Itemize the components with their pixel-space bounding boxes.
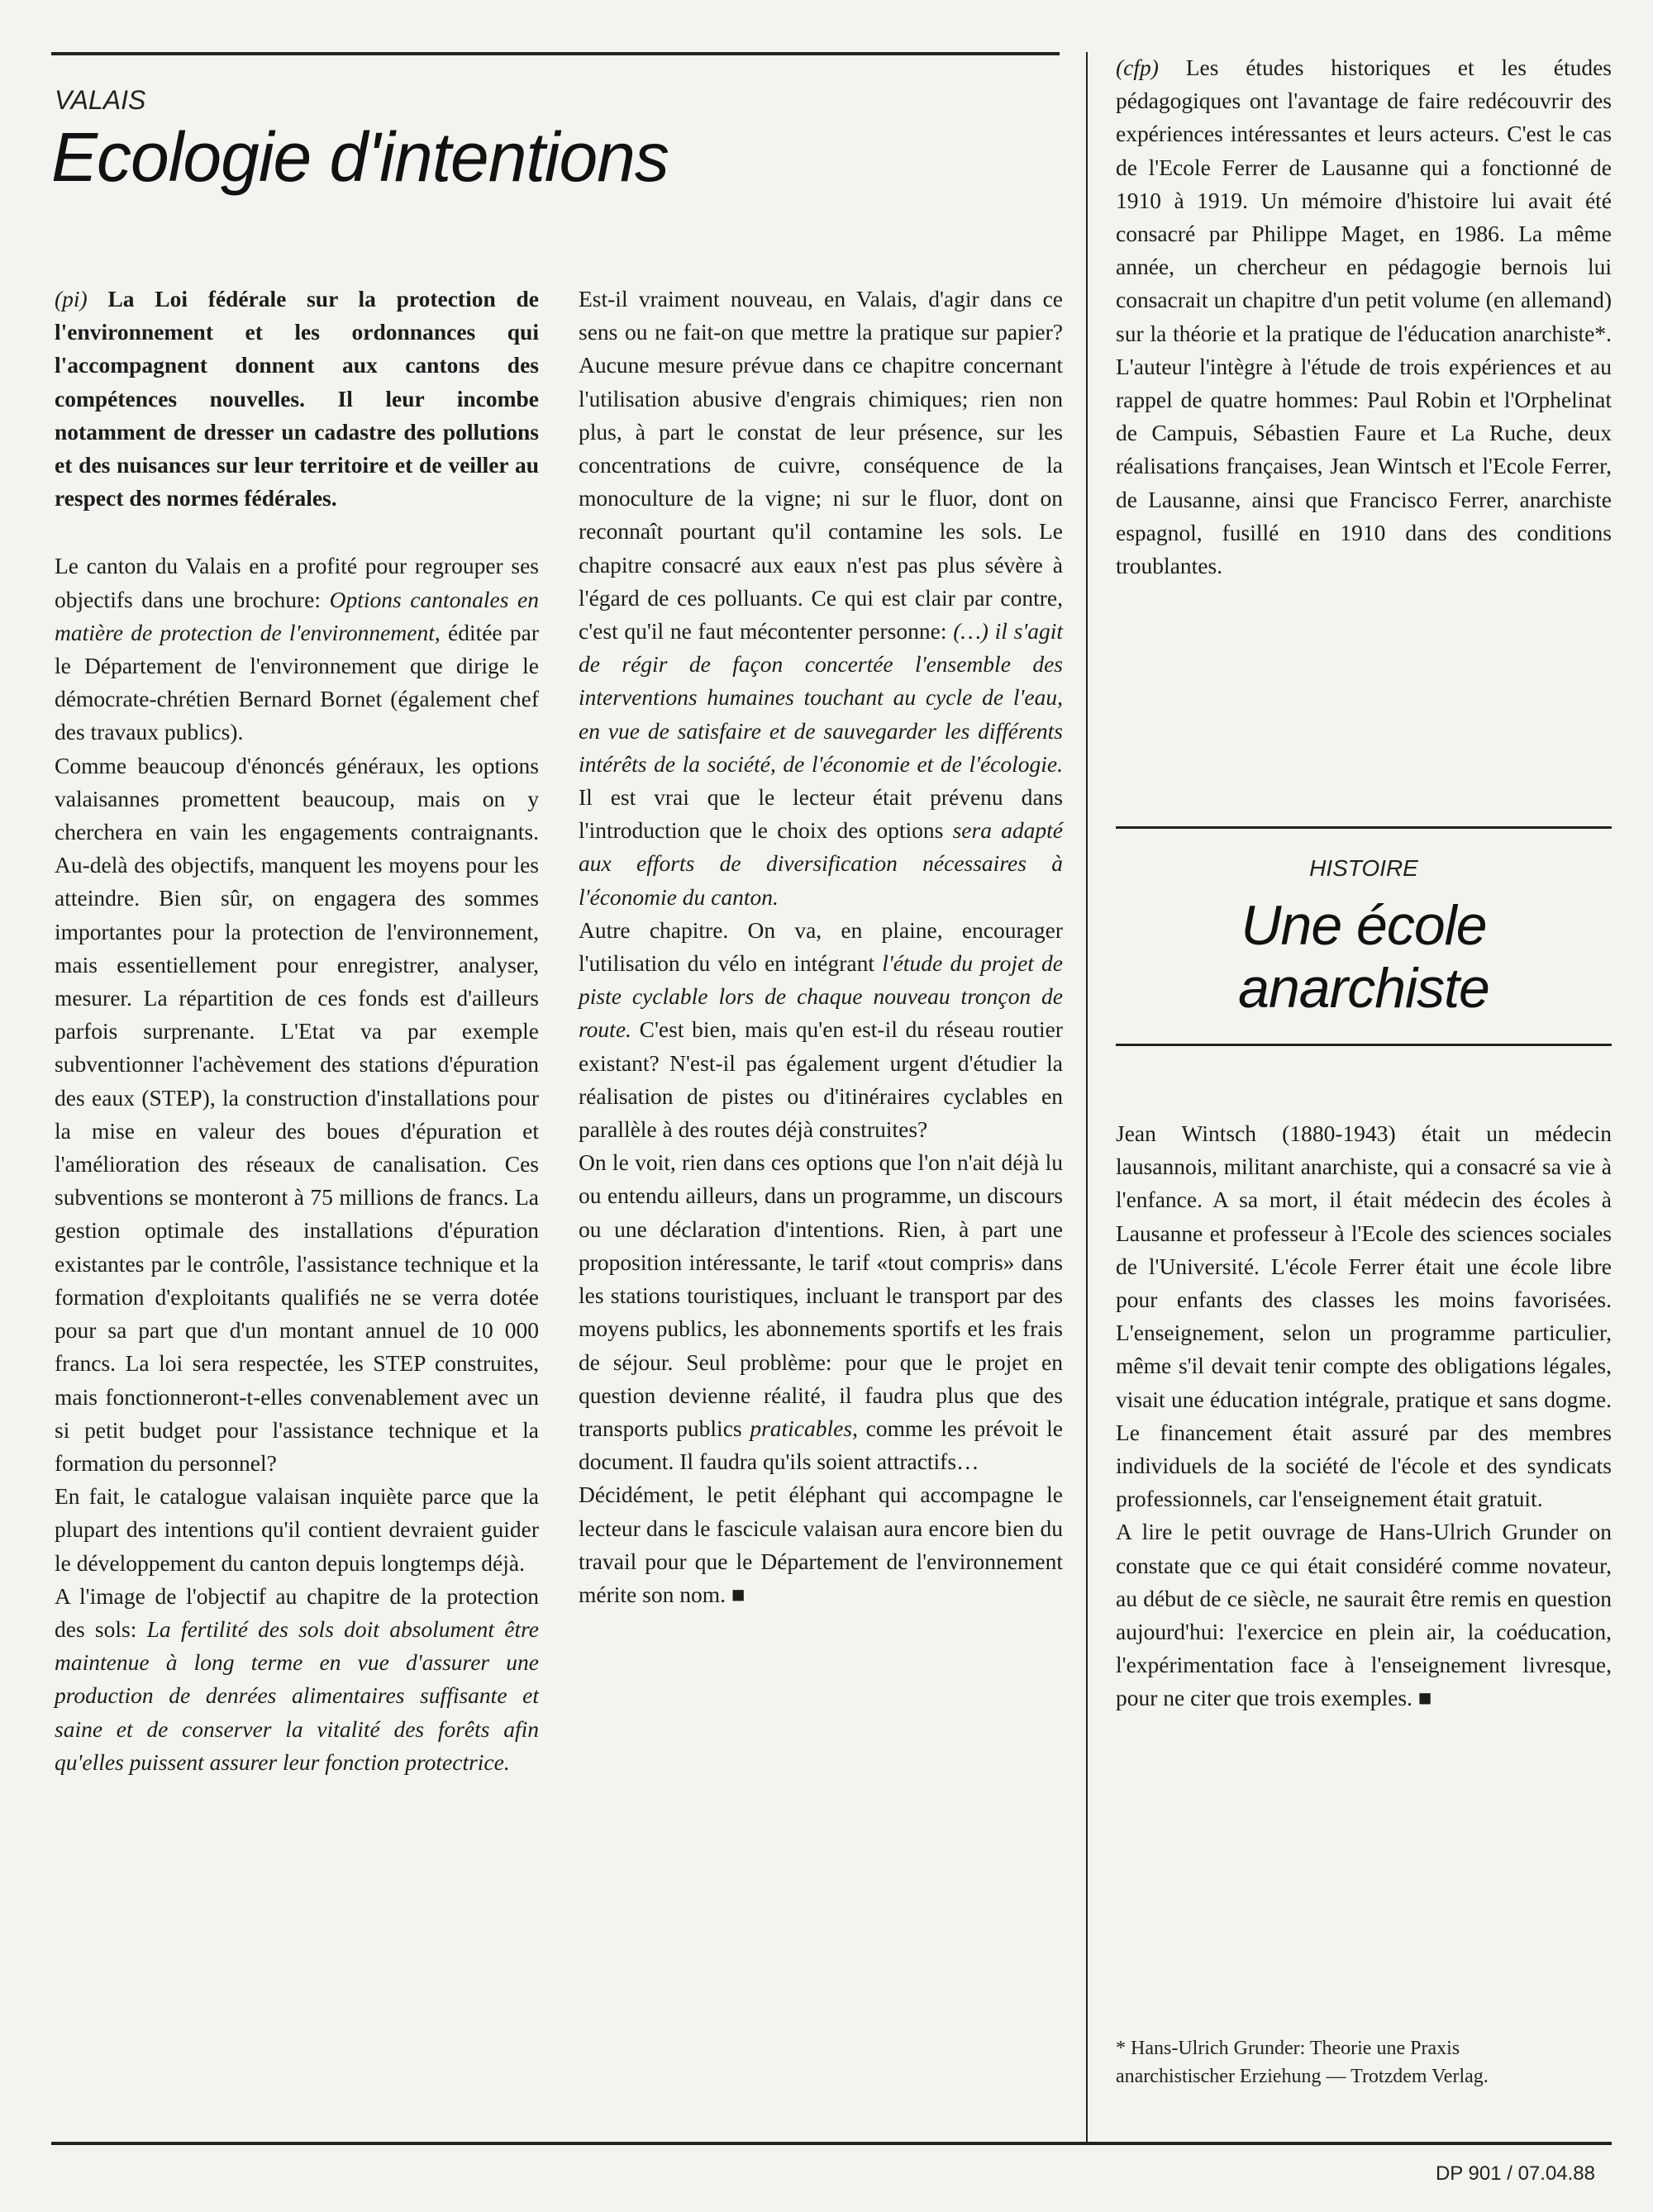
body-paragraph: Le canton du Valais en a profité pour regrouper ses objectifs dans une brochure: Options cantonales en matière de protection de l'environnement, éditée par le Département de l'environnement que dirige le démocrate-chrétien Bernard Bornet (également chef des travaux publics). (55, 553, 540, 745)
end-mark: ■ (1417, 1685, 1432, 1711)
body-paragraph: A l'image de l'objectif au chapitre de la protection des sols: La fertilité des sols doit absolument être maintenue à long terme en vue d'assurer une production de denrées alimentaires suffisante et saine et de conserver la vitalité des forêts afin qu'elles puissent assurer leur fonction protectrice. (55, 1582, 540, 1775)
section-rule-history-bottom (1116, 1044, 1612, 1046)
quotation: sera adapté aux efforts de diversification nécessaires à l'économie du canton. (579, 817, 1063, 910)
body-paragraph: Jean Wintsch (1880-1943) était un médecin lausannois, militant anarchiste, qui a consacré sa vie à l'enfance. A sa mort, il était médecin des écoles à Lausanne et professeur à l'Ecole des sciences sociales de l'Université. L'école Ferrer était une école libre pour enfants des classes les moins favorisées. L'enseignement, selon un programme particulier, même s'il devait tenir compte des obligations légales, visait une éducation intégrale, pratique et sans dogme. Le financement était assuré par des membres individuels de la société de l'école et des syndicats professionnels, car l'enseignement était gratuit. (1116, 1120, 1612, 1512)
article-kicker: VALAIS (55, 85, 146, 115)
body-paragraph: Décidément, le petit éléphant qui accompagne le lecteur dans le fascicule valaisan aura encore bien du travail pour que le Département de l'environnement mérite son nom. ■ (579, 1482, 1063, 1607)
history-title-line-2: anarchiste (1238, 957, 1489, 1020)
body-paragraph: On le voit, rien dans ces options que l'on n'ait déjà lu ou entendu ailleurs, dans un programme, un discours ou une déclaration d'intentions. Rien, à part une proposition intéressante, le tarif «tout compris» dans les stations touristiques, incluant le transport par des moyens publics, les abonnements sportifs et les frais de séjour. Seul problème: pour que le projet en question devienne réalité, il faudra plus que des transports publics praticables, comme les prévoit le document. Il faudra qu'ils soient attractifs… (579, 1149, 1063, 1475)
history-intro (1116, 51, 1612, 583)
body-paragraph: A lire le petit ouvrage de Hans-Ulrich Grunder on constate que ce qui était considéré comme novateur, au début de ce siècle, ne saurait être remis en question aujourd'hui: l'exercice en plein air, la coéducation, l'expérimentation face à l'enseignement livresque, pour ne citer que trois exemples. ■ (1116, 1519, 1612, 1711)
column-divider (1086, 52, 1088, 2143)
body-paragraph: Comme beaucoup d'énoncés généraux, les options valaisannes promettent beaucoup, mais on y cherchera en vain les engagements contraignants. Au-delà des objectifs, manquent les moyens pour les atteindre. Bien sûr, on engagera des sommes importantes pour la protection de l'environnement, mais essentiellement pour enregistrer, analyser, mesurer. La répartition de ces fonds est d'ailleurs parfois surprenante. L'Etat va par exemple subventionner l'achèvement des stations d'épuration des eaux (STEP), la construction d'installations pour la mise en valeur des boues d'épuration et l'amélioration des réseaux de canalisation. Ces subventions se monteront à 75 millions de francs. La gestion optimale des installations d'épuration existantes par le contrôle, l'assistance technique et la formation d'exploitants qualifiés ne se verra dotée pour sa part que d'un montant annuel de 10 000 francs. La loi sera respectée, les STEP construites, mais fonctionneront-t-elles convenablement avec un si petit budget pour l'assistance technique et la formation du personnel? (55, 752, 539, 1476)
page-footer: DP 901 / 07.04.88 (1435, 2162, 1595, 2185)
article-column-1 (55, 283, 539, 1779)
footnote: * Hans-Ulrich Grunder: Theorie une Praxis anarchistischer Erziehung — Trotzdem Verlag. (1116, 2038, 1489, 2087)
body-paragraph: Est-il vraiment nouveau, en Valais, d'agir dans ce sens ou ne fait-on que mettre la pratique sur papier? Aucune mesure prévue dans ce chapitre concernant l'utilisation abusive d'engrais chimiques; rien non plus, à part le constat de leur présence, sur les concentrations de cuivre, conséquence de la monoculture de la vigne; ni sur le fluor, dont on reconnaît pourtant qu'il contamine les sols. Le chapitre consacré aux eaux n'est pas plus sévère à l'égard de ces polluants. Ce qui est clair par contre, c'est qu'il ne faut mécontenter personne: (…) il s'agit de régir de façon concertée l'ensemble des interventions humaines touchant au cycle de l'eau, en vue de satisfaire et de sauvegarder les différents intérêts de la société, de l'économie et de l'écologie. Il est vrai que le lecteur était prévenu dans l'introduction que le choix des options sera adapté aux efforts de diversification nécessaires à l'économie du canton. (579, 286, 1064, 910)
lead-paragraph (55, 283, 539, 515)
history-title (1116, 894, 1612, 1020)
history-body (1116, 1117, 1612, 1715)
body-paragraph: En fait, le catalogue valaisan inquiète parce que la plupart des intentions qu'il contient devraient guider le développement du canton depuis longtemps déjà. (55, 1483, 539, 1576)
body-paragraph: Autre chapitre. On va, en plaine, encourager l'utilisation du vélo en intégrant l'étude du projet de piste cyclable lors de chaque nouveau tronçon de route. C'est bien, mais qu'en est-il du réseau routier existant? N'est-il pas également urgent d'étudier la réalisation de pistes ou d'itinéraires cyclables en parallèle à des routes déjà construites? (579, 916, 1064, 1143)
bottom-rule (51, 2142, 1612, 2145)
end-mark: ■ (731, 1581, 746, 1607)
top-rule-left (51, 52, 1060, 55)
article-column-2 (579, 283, 1063, 1611)
lead-text: La Loi fédérale sur la protection de l'environnement et les ordonnances qui l'accompagnent donnent aux cantons des compétences nouvelles. Il leur incombe notamment de dresser un cadastre des pollutions et des nuisances sur leur territoire et de veiller au respect des normes fédérales. (55, 286, 539, 511)
article-title: Ecologie d'intentions (51, 118, 669, 196)
lead-author: (pi) (55, 286, 88, 312)
brochure-title: Options cantonales en matière de protection de l'environnement (55, 586, 539, 645)
quotation: l'étude du projet de piste cyclable lors de chaque nouveau tronçon de route. (579, 950, 1064, 1043)
quotation: La fertilité des sols doit absolument être maintenue à long terme en vue d'assurer une production de denrées alimentaires suffisante et saine et de conserver la vitalité des forêts afin qu'elles puissent assurer leur fonction protectrice. (55, 1615, 540, 1775)
history-kicker: HISTOIRE (1309, 855, 1418, 881)
intro-paragraph: (cfp) Les études historiques et les études pédagogiques ont l'avantage de faire redécouvrir des expériences intéressantes et leurs acteurs. C'est le cas de l'Ecole Ferrer de Lausanne qui a fonctionné de 1910 à 1919. Un mémoire d'histoire lui avait été consacré par Philippe Maget, en 1986. La même année, un chercheur en pédagogie bernois lui consacrait un chapitre d'un petit volume (en allemand) sur la théorie et la pratique de l'éducation anarchiste*. L'auteur l'intègre à l'étude de trois expériences et au rappel de quatre hommes: Paul Robin et l'Orphelinat de Campuis, Sébastien Faure et La Ruche, deux réalisations françaises, Jean Wintsch et l'Ecole Ferrer, de Lausanne, ainsi que Francisco Ferrer, anarchiste espagnol, fusillé en 1910 dans des conditions troublantes. (1116, 55, 1612, 579)
quotation: (…) il s'agit de régir de façon concertée l'ensemble des interventions humaines touchant au cycle de l'eau, en vue de satisfaire et de sauvegarder les différents intérêts de la société, de l'économie et de l'écologie. (579, 618, 1064, 777)
section-rule-history-top (1116, 826, 1612, 829)
intro-author: (cfp) (1116, 55, 1159, 80)
history-title-line-1: Une école (1241, 894, 1487, 957)
